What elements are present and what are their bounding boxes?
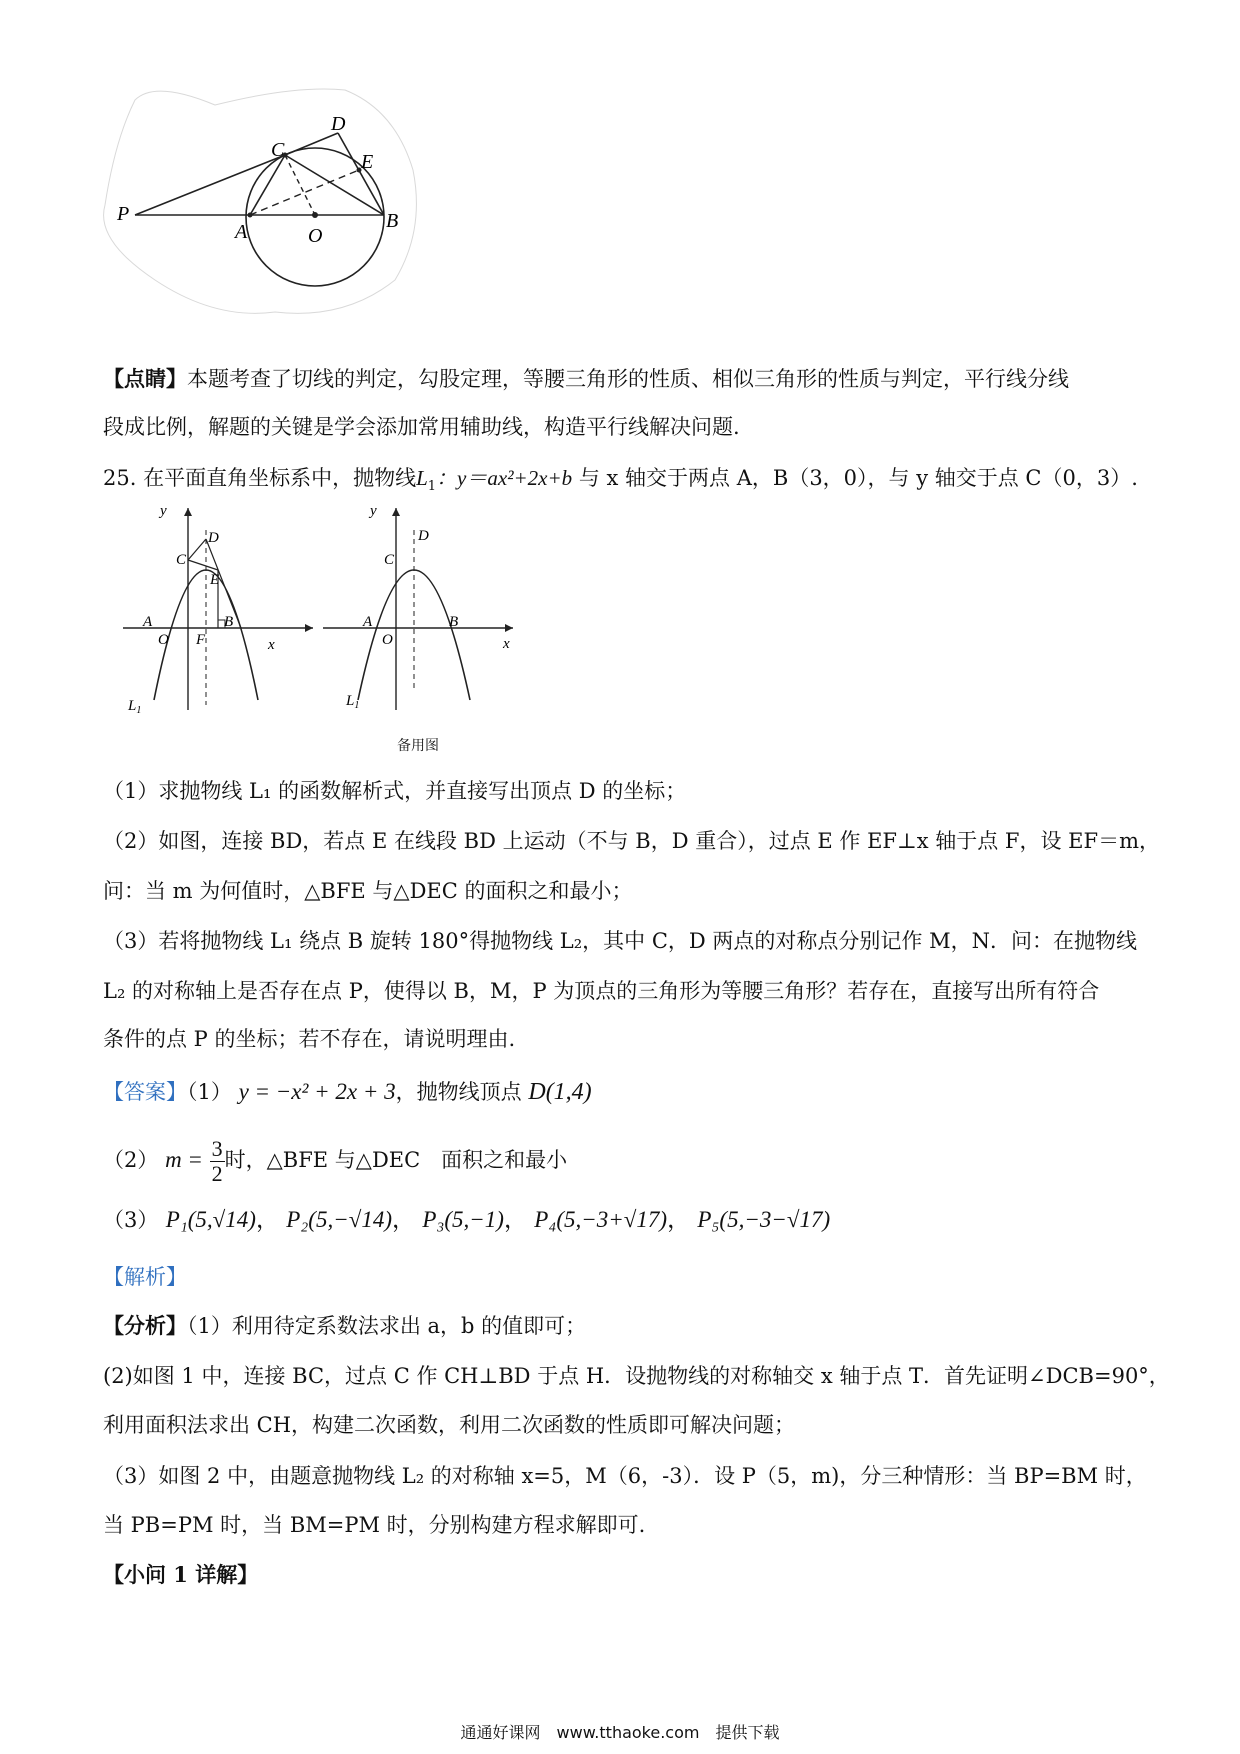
fig1-F-label: F <box>196 632 206 648</box>
fenxi-2-line-2: 利用面积法求出 CH，构建二次函数，利用二次函数的性质即可解决问题； <box>103 1413 796 1437</box>
fig2-B-label: B <box>449 614 459 630</box>
fenxi-line-1 <box>103 1311 586 1341</box>
label-A: A <box>235 221 248 243</box>
answer-1 <box>103 1077 592 1107</box>
problem-number: 25. <box>103 466 137 490</box>
fig2-L-label: $L_1$ <box>346 693 360 711</box>
label-C: C <box>271 139 285 161</box>
fig2-A-label: A <box>363 614 373 630</box>
answer-1-equation: y = −x² + 2x + 3 <box>238 1079 396 1104</box>
parabola-figure-1 <box>118 500 318 715</box>
answer-2 <box>103 1132 567 1188</box>
question-2-line-2: 问：当 m 为何值时，△BFE 与△DEC 的面积之和最小； <box>103 879 633 903</box>
answer-2-text: 时，△BFE 与△DEC 面积之和最小 <box>224 1148 568 1172</box>
fig1-C-label: C <box>176 552 187 568</box>
label-P: P <box>117 203 130 225</box>
question-2-line-1: （2）如图，连接 BD，若点 E 在线段 BD 上运动（不与 B，D 重合），过点 E 作 EF⊥x 轴于点 F，设 EF＝m， <box>103 829 1160 853</box>
problem-L1: L <box>416 466 428 490</box>
question-3-line-3: 条件的点 P 的坐标；若不存在，请说明理由. <box>103 1027 516 1051</box>
answer-3-prefix: （3） <box>103 1208 159 1232</box>
answer-1-vertex: D(1,4) <box>528 1079 592 1105</box>
fig1-L-label: $L_1$ <box>128 698 142 715</box>
answer-3-point-4: P₄(5,−3+√17) <box>534 1207 668 1232</box>
problem-stem-a: 在平面直角坐标系中，抛物线 <box>143 466 417 490</box>
dianjing-text-1: 本题考查了切线的判定，勾股定理，等腰三角形的性质、相似三角形的性质与判定，平行线分线 <box>187 367 1069 391</box>
answer-3: （3） P₁(5,√14)， P₂(5,−√14)， P₃(5,−1)， P₄(5,−3+√17)， P₅(5,−3−√17) <box>103 1207 831 1233</box>
dianjing-line-1 <box>103 364 1069 394</box>
fig1-A-label: A <box>143 614 153 630</box>
answer-3-point-3: P₃(5,−1) <box>422 1207 504 1232</box>
fig1-E-label: E <box>210 572 220 588</box>
answer-3-point-1: P₁(5,√14) <box>165 1207 256 1232</box>
answer-3-point-5: P₅(5,−3−√17) <box>697 1207 831 1232</box>
fraction-denominator: 2 <box>211 1161 223 1186</box>
problem-equation: ：y＝ax²+2x+b <box>436 466 573 490</box>
fenxi-3-line-1: （3）如图 2 中，由题意抛物线 L₂ 的对称轴 x=5，M（6，-3）．设 P（5，m)，分三种情形：当 BP=BM 时， <box>103 1464 1147 1488</box>
dianjing-tag: 【点睛】 <box>103 366 187 391</box>
label-D: D <box>331 113 346 135</box>
answer-3-point-2: P₂(5,−√14) <box>286 1207 393 1232</box>
answer-2-fraction <box>210 1137 225 1186</box>
figure-caption: 备用图 <box>397 738 439 754</box>
label-O: O <box>308 225 323 247</box>
label-E: E <box>361 151 374 173</box>
problem-L1-sub: 1 <box>427 479 437 495</box>
problem-stem-b: 与 x 轴交于两点 A，B（3，0），与 y 轴交于点 C（0，3）. <box>578 466 1138 490</box>
answer-1-prefix: （1） <box>187 1080 232 1104</box>
fig1-D-label: D <box>208 530 219 546</box>
fraction-numerator: 3 <box>211 1136 223 1161</box>
page-footer: 通通好课网 www.tthaoke.com 提供下载 <box>460 1723 780 1742</box>
circle-tangent-figure <box>95 80 425 325</box>
answer-2-prefix: （2） <box>103 1148 159 1172</box>
parabola-figure-2 <box>318 500 518 715</box>
problem-25-stem <box>103 463 1138 502</box>
sub-question-1-heading: 【小问 1 详解】 <box>103 1562 259 1587</box>
question-3-line-2: L₂ 的对称轴上是否存在点 P，使得以 B，M，P 为顶点的三角形为等腰三角形？若存在，直接写出所有符合 <box>103 979 1100 1003</box>
fig2-C-label: C <box>384 552 395 568</box>
fig1-O-label: O <box>158 632 169 648</box>
label-B: B <box>386 210 399 232</box>
dianjing-line-2: 段成比例，解题的关键是学会添加常用辅助线，构造平行线解决问题. <box>103 415 740 439</box>
fenxi-1: （1）利用待定系数法求出 a，b 的值即可； <box>187 1314 587 1338</box>
question-3-line-1: （3）若将抛物线 L₁ 绕点 B 旋转 180°得抛物线 L₂，其中 C，D 两点的对称点分别记作 M，N．问：在抛物线 <box>103 929 1137 953</box>
question-1: （1）求抛物线 L₁ 的函数解析式，并直接写出顶点 D 的坐标； <box>103 779 687 803</box>
fig2-x-label: x <box>503 636 510 652</box>
fig1-B-label: B <box>224 614 234 630</box>
fig2-O-label: O <box>382 632 393 648</box>
fig2-D-label: D <box>418 528 429 544</box>
fenxi-2-line-1: (2)如图 1 中，连接 BC，过点 C 作 CH⊥BD 于点 H．设抛物线的对称轴交 x 轴于点 T．首先证明∠DCB=90°， <box>103 1364 1170 1388</box>
answer-2-m: m = <box>165 1147 203 1172</box>
fig1-x-label: x <box>268 637 275 653</box>
fenxi-3-line-2: 当 PB=PM 时，当 BM=PM 时，分别构建方程求解即可. <box>103 1513 646 1537</box>
fig1-y-label: y <box>160 503 167 519</box>
fig2-y-label: y <box>370 503 377 519</box>
answer-tag: 【答案】 <box>103 1080 187 1104</box>
fenxi-tag: 【分析】 <box>103 1313 187 1338</box>
answer-1-mid: ，抛物线顶点 <box>395 1080 522 1104</box>
jiexi-tag: 【解析】 <box>103 1265 187 1289</box>
